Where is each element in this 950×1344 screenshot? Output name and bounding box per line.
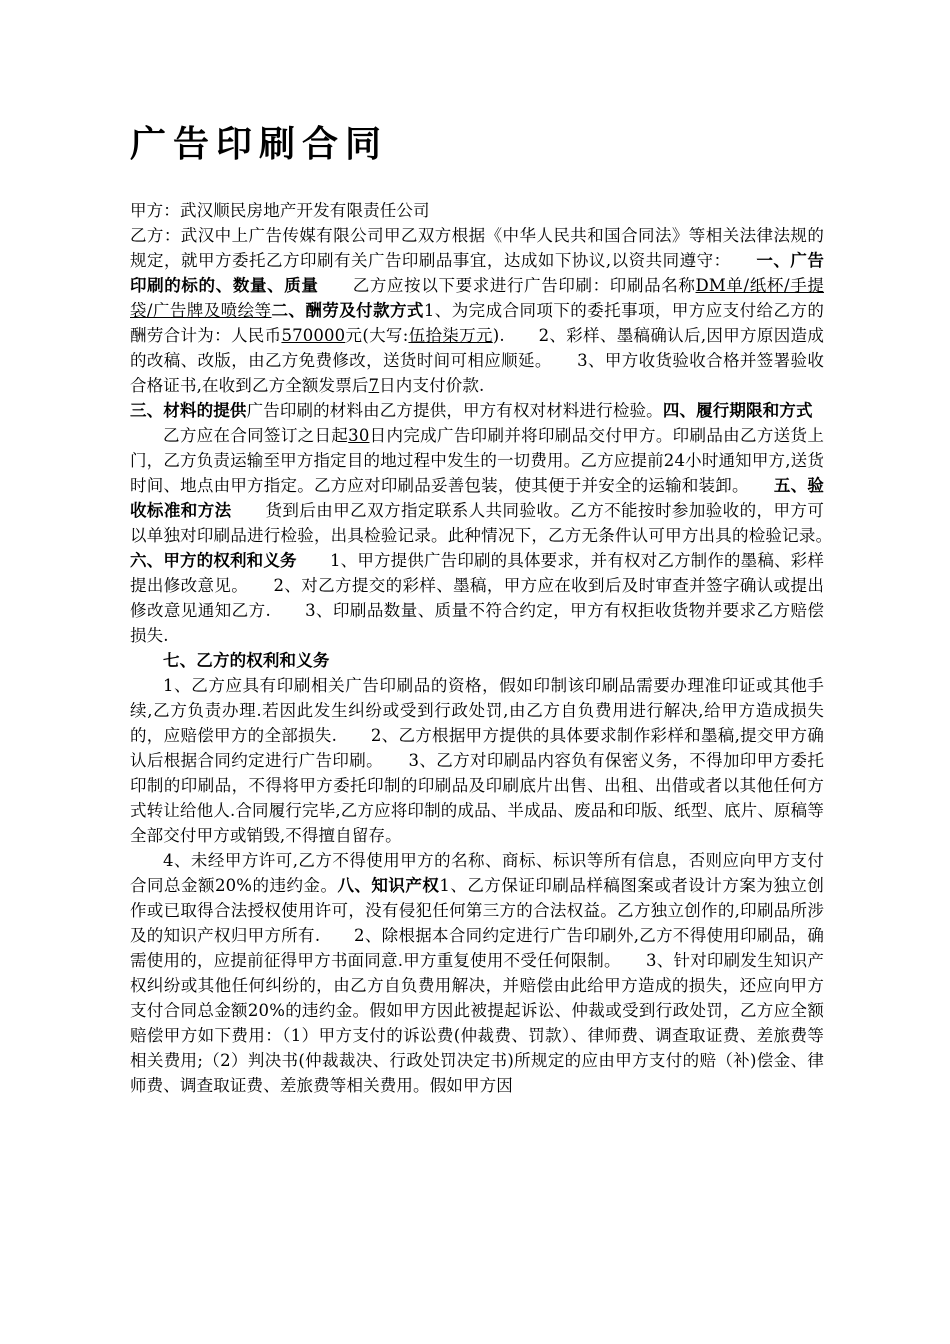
- section-heading-4: 四、履行期限和方式: [662, 401, 813, 420]
- text: 1、为完成合同项下的委托事项，甲方应支付给乙方的酬劳合计为：人民币: [130, 301, 824, 345]
- text: 货到后由甲乙双方指定联系人共同验收。乙方不能按时参加验收的，甲方可以单独对印刷品进行检验，出具检验记录。此种情况下，乙方无条件认可甲方出具的检验记录。: [130, 501, 858, 545]
- text: 1、乙方应具有印刷相关广告印刷品的资格，假如印制该印刷品需要办理准印证或其他手续,乙方负责办理.若因此发生纠纷或受到行政处罚,由乙方自负费用进行解决,给甲方造成损失的，应赔偿甲方的全部损失. 2、乙方根据甲方提供的具体要求制作彩样和墨稿,提交甲方确认后根据合同约定进行广告印刷。 3、乙方对印刷品内容负有保密义务，不得加印甲方委托印制的印刷品，不得将甲方委托印制的印刷品及印刷底片出售、出租、出借或者以其他任何方式转让给他人.合同履行完毕,乙方应将印制的成品、半成品、废品和印版、纸型、底片、原稿等全部交付甲方或销毁,不得擅自留存。: [130, 676, 824, 845]
- text: 乙方应按以下要求进行广告印刷：印刷品名称: [318, 276, 696, 295]
- paragraph-party-b-rights: [130, 673, 824, 848]
- payment-days-field: 7: [368, 376, 380, 395]
- text: 1、甲方提供广告印刷的具体要求，并有权对乙方制作的墨稿、彩样提出修改意见。 2、对乙方提交的彩样、墨稿，甲方应在收到后及时审查并签字确认或提出修改意见通知乙方. 3、印刷品数量、质量不符合约定，甲方有权拒收货物并要求乙方赔偿损失.: [130, 551, 824, 645]
- amount-words-field: 伍拾柒万元: [408, 326, 493, 345]
- text: 4、未经甲方许可,乙方不得使用甲方的名称、商标、标识等所有信息，否则应向甲方支付合同总金额20%的违约金。: [130, 851, 824, 895]
- contract-document: [130, 118, 858, 1098]
- section-heading-3: 三、材料的提供: [130, 401, 247, 420]
- text: ). 2、彩样、墨稿确认后,因甲方原因造成的改稿、改版，由乙方免费修改，送货时间可相应顺延。 3、甲方收货验收合格并签署验收合格证书,在收到乙方全额发票后: [130, 326, 824, 395]
- text: 1、乙方保证印刷品样稿图案或者设计方案为独立创作或已取得合法授权使用许可，没有侵犯任何第三方的合法权益。乙方独立创作的,印刷品所涉及的知识产权归甲方所有. 2、除根据本合同约定进行广告印刷外,乙方不得使用印刷品，确需使用的，应提前征得甲方书面同意.甲方重复使用不受任何限制。 3、针对印刷发生知识产权纠纷或其他任何纠纷的，由乙方自负费用解决，并赔偿由此给甲方造成的损失，还应向甲方支付合同总金额20%的违约金。假如甲方因此被提起诉讼、仲裁或受到行政处罚，乙方应全额赔偿甲方如下费用：（1）甲方支付的诉讼费(仲裁费、罚款）、律师费、调查取证费、差旅费等相关费用;（2）判决书(仲裁裁决、行政处罚决定书)所规定的应由甲方支付的赔（补)偿金、律师费、调查取证费、差旅费等相关费用。假如甲方因: [130, 876, 824, 1095]
- amount-field: 570000: [281, 326, 346, 345]
- section-heading-8: 八、知识产权: [337, 876, 440, 895]
- section-heading-5: 五、验收标准和方法: [130, 476, 824, 520]
- section-heading-2: 二、酬劳及付款方式: [271, 301, 424, 320]
- delivery-days-field: 30: [348, 426, 370, 445]
- paragraph-delivery: [130, 423, 858, 648]
- text: 乙方应在合同签订之日起: [163, 426, 349, 445]
- page-title: 广告印刷合同: [130, 124, 389, 165]
- section-heading-6: 六、甲方的权利和义务: [130, 551, 297, 570]
- paragraph-ip: [130, 848, 824, 1098]
- product-name-field: DM单/纸杯/手提袋/广告牌及喷绘等: [130, 276, 824, 320]
- text: 日内支付价款.: [379, 376, 485, 395]
- text: 元(大写:: [345, 326, 409, 345]
- paragraph-heading-7: [130, 648, 824, 673]
- paragraph-party-b-and-terms: [130, 223, 824, 398]
- section-heading-1: 一、广告印刷的标的、数量、质量: [130, 251, 824, 295]
- section-heading-7: 七、乙方的权利和义务: [163, 651, 330, 670]
- paragraph-materials: [130, 398, 824, 423]
- party-a-line: 甲方：武汉顺民房地产开发有限责任公司: [130, 201, 430, 220]
- text: 乙方：武汉中上广告传媒有限公司甲乙双方根据《中华人民共和国合同法》等相关法律法规的规定，就甲方委托乙方印刷有关广告印刷品事宜，达成如下协议,以资共同遵守：: [130, 226, 824, 270]
- text: 日内完成广告印刷并将印刷品交付甲方。印刷品由乙方送货上门，乙方负责运输至甲方指定目的地过程中发生的一切费用。乙方应提前24小时通知甲方,送货时间、地点由甲方指定。乙方应对印刷品妥善包装，使其便于并安全的运输和装卸。: [130, 426, 824, 495]
- text: 广告印刷的材料由乙方提供，甲方有权对材料进行检验。: [246, 401, 663, 420]
